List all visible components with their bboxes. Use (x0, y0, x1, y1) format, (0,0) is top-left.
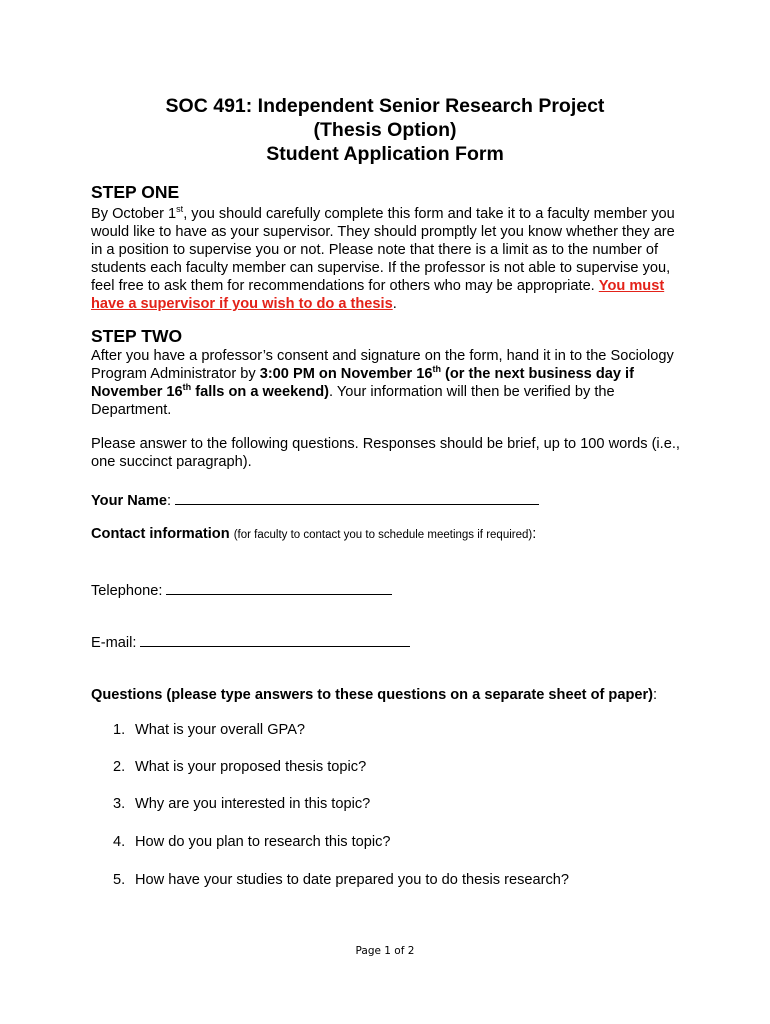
title-line-form: Student Application Form (266, 143, 504, 165)
contact-field-row (91, 525, 681, 544)
email-label: E-mail: (91, 635, 137, 651)
question-item (113, 833, 391, 851)
step-one-heading: STEP ONE (91, 182, 180, 202)
contact-label: Contact information (91, 526, 230, 542)
step-one-text-b: , you should carefully complete this form and take it to a faculty member you would like to have as your supervisor. They should promptly let you know whether they are in a position to supervise you or not. Please note that there is a limit as to the number of students each faculty member can supervise. If the professor is not able to supervise you, feel free to ask them for recommendations for others who may be appropriate. (91, 206, 675, 294)
question-text: How do you plan to research this topic? (135, 834, 391, 850)
step-two-section (91, 326, 681, 419)
step-two-text-a: After you have a professor’s consent and signature on the form, hand it in to the Sociology Program Administrator by (91, 348, 674, 382)
telephone-field-row (91, 580, 681, 600)
questions-heading: Questions (please type answers to these questions on a separate sheet of paper) (91, 687, 654, 703)
supervisor-requirement: You must have a supervisor if you wish to do a thesis (91, 278, 665, 312)
contact-note: (for faculty to contact you to schedule meetings if required) (233, 529, 533, 541)
step-two-paragraph (91, 347, 681, 419)
question-item (113, 871, 569, 889)
question-number: 4. (113, 834, 126, 850)
question-number: 1. (113, 722, 126, 738)
name-field-row (91, 490, 681, 510)
name-colon: : (166, 493, 172, 509)
email-input-line[interactable] (140, 632, 410, 647)
question-text: What is your overall GPA? (135, 722, 306, 738)
contact-colon: : (532, 526, 537, 542)
step-one-paragraph (91, 205, 681, 313)
step-one-sup: st (176, 204, 184, 214)
step-one-text-a: By October 1 (91, 206, 177, 222)
question-item (113, 758, 366, 776)
question-number: 2. (113, 759, 126, 775)
questions-heading-row (91, 686, 681, 704)
step-one-end: . (392, 296, 397, 312)
document-title (0, 94, 770, 166)
deadline-sup-a: th (432, 364, 441, 374)
instructions-text: Please answer to the following questions. Responses should be brief, up to 100 words (i.e., one succinct paragraph). (91, 436, 680, 470)
deadline-bold-b: (or the next business day if November 16 (91, 366, 634, 400)
deadline-bold-a: 3:00 PM on November 16 (259, 366, 433, 382)
question-text: How have your studies to date prepared you to do thesis research? (135, 872, 570, 888)
question-text: What is your proposed thesis topic? (135, 759, 367, 775)
name-input-line[interactable] (175, 490, 539, 505)
name-label: Your Name (91, 493, 167, 509)
questions-list (91, 721, 681, 901)
step-two-text-b: . Your information will then be verified by the Department. (91, 384, 615, 418)
deadline-bold-c: falls on a weekend) (191, 384, 330, 400)
deadline-sup-b: th (182, 382, 192, 392)
question-number: 5. (113, 872, 126, 888)
telephone-input-line[interactable] (166, 580, 392, 595)
title-line-option: (Thesis Option) (313, 119, 457, 141)
question-item (113, 721, 305, 739)
page-number-footer: Page 1 of 2 (355, 945, 415, 957)
email-field-row (91, 632, 681, 652)
question-text: Why are you interested in this topic? (135, 796, 371, 812)
telephone-label: Telephone: (91, 583, 163, 599)
question-number: 3. (113, 796, 126, 812)
title-line-course: SOC 491: Independent Senior Research Project (165, 95, 605, 117)
step-one-section (91, 182, 681, 313)
question-item (113, 795, 370, 813)
questions-heading-colon: : (653, 687, 658, 703)
instructions-section (91, 435, 681, 471)
step-two-heading: STEP TWO (91, 326, 183, 346)
